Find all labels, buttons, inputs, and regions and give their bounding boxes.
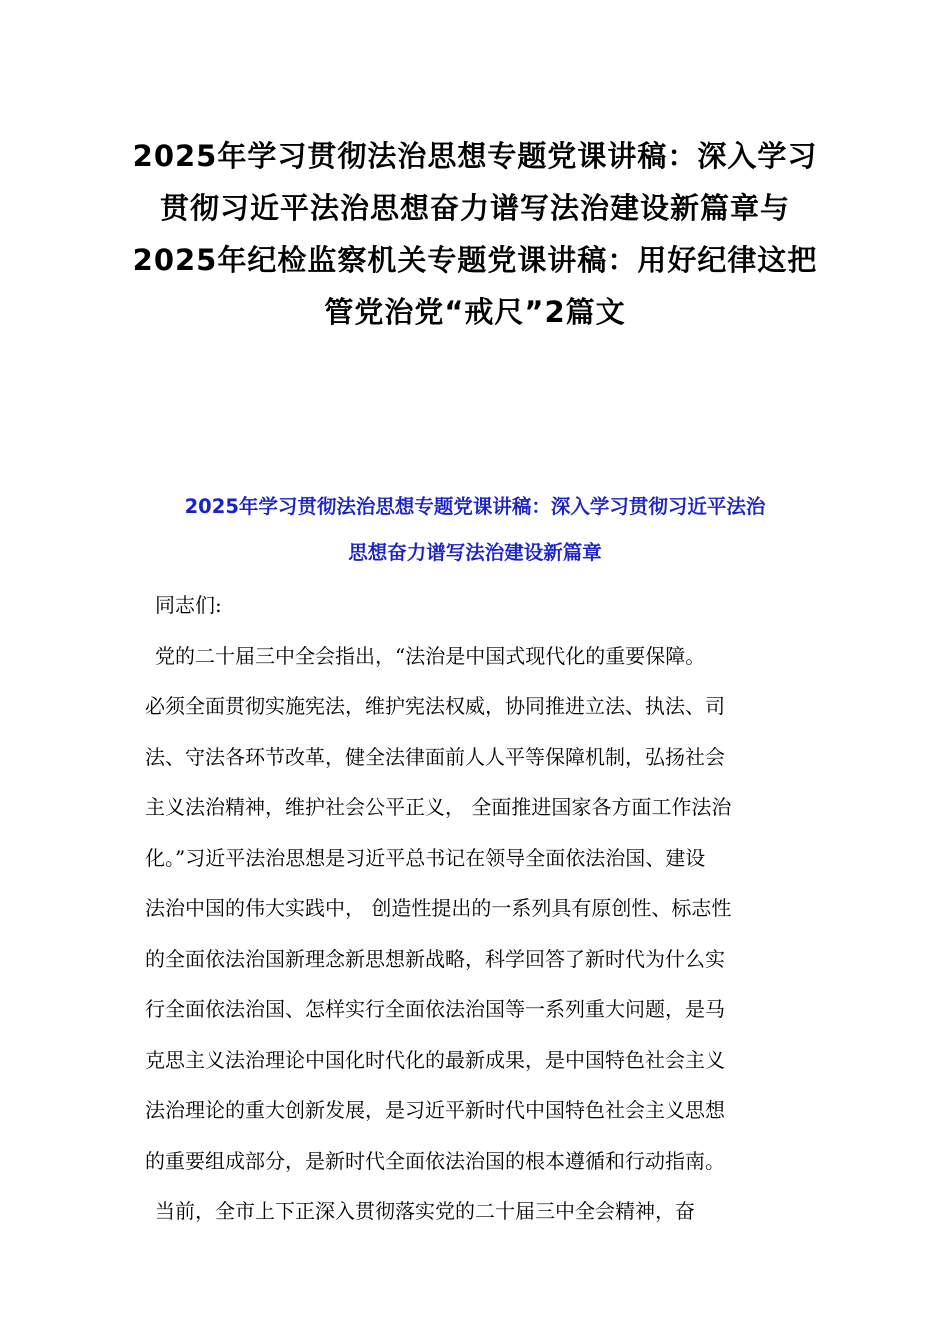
section-title-line: 思想奋力谱写法治建设新篇章 bbox=[348, 541, 602, 564]
paragraph-line: 化。”习近平法治思想是习近平总书记在领导全面依法治国、建设 bbox=[145, 845, 706, 870]
main-title-line: 管党治党“戒尺”2篇文 bbox=[324, 295, 626, 329]
paragraph-line: 法治理论的重大创新发展，是习近平新时代中国特色社会主义思想 bbox=[145, 1098, 725, 1122]
paragraph-line: 主义法治精神，维护社会公平正义， 全面推进国家各方面工作法治 bbox=[145, 795, 732, 819]
main-title-line: 2025年学习贯彻法治思想专题党课讲稿：深入学习 bbox=[132, 139, 818, 173]
main-title-line: 贯彻习近平法治思想奋力谱写法治建设新篇章与 bbox=[159, 191, 790, 225]
paragraph-line: 法治中国的伟大实践中， 创造性提出的一系列具有原创性、标志性 bbox=[145, 896, 732, 920]
section-title bbox=[120, 484, 830, 576]
body-paragraphs bbox=[145, 580, 815, 1237]
paragraph-line: 必须全面贯彻实施宪法，维护宪法权威，协同推进立法、执法、司 bbox=[145, 694, 725, 718]
paragraph-line: 行全面依法治国、怎样实行全面依法治国等一系列重大问题，是马 bbox=[145, 997, 725, 1021]
paragraph-line: 克思主义法治理论中国化时代化的最新成果，是中国特色社会主义 bbox=[145, 1047, 725, 1072]
section-title-line: 2025年学习贯彻法治思想专题党课讲稿：深入学习贯彻习近平法治 bbox=[184, 495, 766, 518]
document-main-title bbox=[120, 130, 830, 338]
paragraph-line: 当前，全市上下正深入贯彻落实党的二十届三中全会精神，奋 bbox=[155, 1199, 695, 1223]
main-title-line: 2025年纪检监察机关专题党课讲稿：用好纪律这把 bbox=[132, 243, 818, 277]
paragraph-line: 的全面依法治国新理念新思想新战略，科学回答了新时代为什么实 bbox=[145, 946, 725, 971]
salutation: 同志们: bbox=[155, 593, 222, 617]
paragraph-line: 的重要组成部分，是新时代全面依法治国的根本遵循和行动指南。 bbox=[145, 1148, 725, 1173]
paragraph-line: 法、守法各环节改革，健全法律面前人人平等保障机制，弘扬社会 bbox=[145, 744, 725, 769]
paragraph-line: 党的二十届三中全会指出，“法治是中国式现代化的重要保障。 bbox=[155, 643, 706, 668]
